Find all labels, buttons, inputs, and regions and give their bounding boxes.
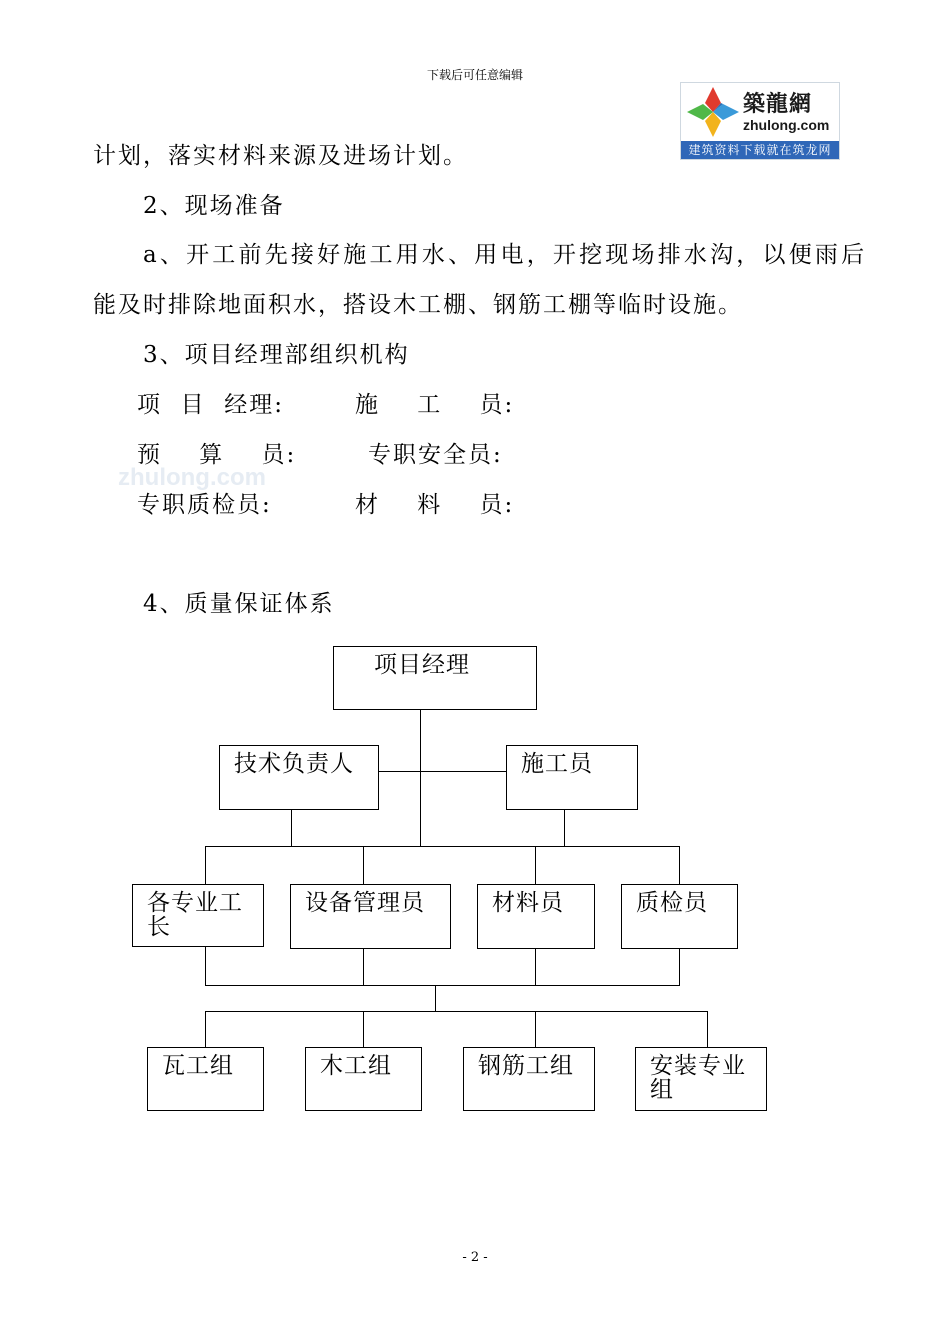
org-label-masonry: 瓦工组 xyxy=(162,1053,234,1079)
paragraph-3-line-1: a、开工前先接好施工用水、用电，开挖现场排水沟，以便雨后 xyxy=(143,242,868,268)
logo-banner: 建筑资料下载就在筑龙网 xyxy=(681,141,839,159)
connector-equipment-up xyxy=(363,846,364,885)
connector-materials-down xyxy=(535,948,536,985)
logo-domain: zhulong.com xyxy=(743,117,830,133)
connector-tech-down xyxy=(291,809,292,846)
org-box-rebar xyxy=(463,1047,595,1111)
org-label-construction: 施工员 xyxy=(521,751,593,777)
section-4-heading: 4、质量保证体系 xyxy=(143,591,335,617)
org-box-installation xyxy=(635,1047,767,1111)
role-quality-inspector: 专职质检员: xyxy=(137,492,272,518)
role-materials-staff: 材 料 员: xyxy=(355,492,515,518)
connector-lead-row xyxy=(378,771,506,772)
org-box-materials xyxy=(477,884,595,949)
watermark: zhulong.com xyxy=(118,464,266,491)
org-label-qc: 质检员 xyxy=(636,890,708,916)
role-project-manager: 项 目 经理: xyxy=(137,392,284,418)
org-box-masonry xyxy=(147,1047,264,1111)
connector-row-2-bar xyxy=(205,846,680,847)
org-label-materials: 材料员 xyxy=(492,890,564,916)
paragraph-1: 计划，落实材料来源及进场计划。 xyxy=(93,143,468,169)
connector-masonry-up xyxy=(205,1011,206,1047)
connector-rebar-up xyxy=(535,1011,536,1047)
org-box-equipment xyxy=(290,884,451,949)
zhulong-logo xyxy=(680,82,840,160)
role-budget-staff: 预 算 员: xyxy=(137,442,297,468)
connector-materials-up xyxy=(535,846,536,885)
org-box-project-manager xyxy=(333,646,537,710)
paragraph-3-line-2: 能及时排除地面积水，搭设木工棚、钢筋工棚等临时设施。 xyxy=(93,292,743,318)
org-box-construction xyxy=(506,745,638,810)
connector-mid-trunk xyxy=(435,985,436,1011)
org-label-carpentry: 木工组 xyxy=(320,1053,392,1079)
connector-construction-down xyxy=(564,809,565,846)
section-2-heading: 2、现场准备 xyxy=(143,193,285,219)
org-label-installation: 安装专业组 xyxy=(650,1053,746,1103)
role-construction-staff: 施 工 员: xyxy=(355,392,515,418)
logo-title: 築龍網 xyxy=(743,91,813,117)
org-label-tech-lead: 技术负责人 xyxy=(234,751,354,777)
connector-foreman-down xyxy=(205,946,206,985)
connector-qc-down xyxy=(679,948,680,985)
connector-row-3-bar xyxy=(205,985,680,986)
connector-carpentry-up xyxy=(363,1011,364,1047)
connector-equipment-down xyxy=(363,948,364,985)
connector-qc-up xyxy=(679,846,680,885)
org-label-equipment: 设备管理员 xyxy=(305,890,425,916)
org-box-foreman xyxy=(132,884,264,947)
org-label-foreman: 各专业工长 xyxy=(147,890,243,940)
page-number: - 2 - xyxy=(462,1250,488,1265)
org-box-carpentry xyxy=(305,1047,422,1111)
org-box-tech-lead xyxy=(219,745,379,810)
connector-foreman-up xyxy=(205,846,206,885)
section-3-heading: 3、项目经理部组织机构 xyxy=(143,342,410,368)
role-safety-officer: 专职安全员: xyxy=(368,442,503,468)
header-note: 下载后可任意编辑 xyxy=(426,68,523,82)
connector-top-trunk xyxy=(420,709,421,846)
connector-row-4-bar xyxy=(205,1011,708,1012)
org-box-qc xyxy=(621,884,738,949)
pinwheel-logo-icon xyxy=(685,85,741,139)
org-label-project-manager: 项目经理 xyxy=(374,652,470,678)
org-label-rebar: 钢筋工组 xyxy=(478,1053,574,1079)
connector-installation-up xyxy=(707,1011,708,1047)
